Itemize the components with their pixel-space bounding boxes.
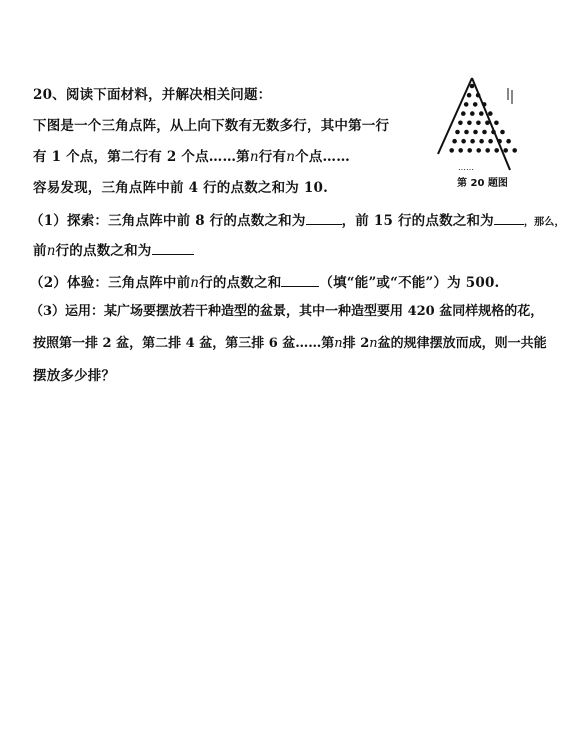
variable-n: n (334, 336, 343, 351)
dot (464, 130, 469, 135)
part-1-line-2-b: 行的点数之和为 (55, 243, 152, 259)
intro-line-2-part-b: 行有 (258, 149, 287, 165)
dot (482, 130, 487, 135)
intro-line-1: 下图是一个三角点阵，从上向下数有无数多行，其中第一行 (33, 118, 390, 134)
part-3-line-1: （3）运用：某广场要摆放若干种造型的盆景，其中一种造型要用 420 盆同样规格的花， (30, 304, 544, 319)
triangle-outline (438, 78, 510, 170)
part-1-line-1 (30, 211, 565, 232)
dot (467, 148, 472, 153)
question-title: 20、阅读下面材料，并解决相关问题： (33, 87, 272, 103)
dot (473, 130, 478, 135)
part-1-line-2 (33, 241, 194, 260)
variable-n: n (286, 149, 296, 165)
variable-n: n (190, 275, 200, 291)
dot (491, 130, 496, 135)
part-3-line-2-b: 排 2 (342, 336, 370, 351)
part-1-text-a: （1）探索：三角点阵中前 8 行的点数之和为 (30, 213, 306, 229)
dot (497, 139, 502, 144)
dot (479, 139, 484, 144)
dot (458, 121, 463, 126)
part-2-text-b: 行的点数之和 (199, 275, 282, 291)
dot (467, 93, 472, 98)
dot (467, 121, 472, 126)
dot (482, 102, 487, 107)
dot (461, 139, 466, 144)
part-2-text-c: （填“能”或“不能”）为 500. (319, 275, 500, 291)
figure-ellipsis: …… (458, 163, 474, 172)
dot (494, 121, 499, 126)
intro-line-2-part-c: 个点…… (295, 149, 350, 165)
variable-n: n (249, 149, 259, 165)
answer-blank-can-or-not[interactable] (281, 273, 319, 287)
variable-n: n (46, 243, 56, 259)
dot (512, 148, 517, 153)
dot (455, 130, 460, 135)
dot (485, 148, 490, 153)
answer-blank-n-rows[interactable] (152, 241, 194, 255)
dot (470, 139, 475, 144)
dot (506, 139, 511, 144)
part-3-line-3: 摆放多少排？ (33, 368, 116, 384)
dot (449, 148, 454, 153)
dot (500, 130, 505, 135)
intro-line-2 (33, 148, 350, 166)
dot (485, 121, 490, 126)
part-3-line-2-a: 按照第一排 2 盆，第二排 4 盆，第三排 6 盆……第 (33, 336, 335, 351)
figure-caption: 第 20 题图 (457, 178, 508, 189)
dot (470, 84, 475, 89)
dot (452, 139, 457, 144)
part-2-line (30, 273, 499, 292)
dot (476, 148, 481, 153)
variable-n: n (369, 336, 378, 351)
dot (470, 111, 475, 116)
dot (461, 111, 466, 116)
part-1-line-2-a: 前 (33, 243, 47, 259)
dot (464, 102, 469, 107)
part-1-text-b: ，前 15 行的点数之和为 (341, 213, 494, 229)
dot (488, 111, 493, 116)
part-3-line-2-c: 盆的规律摆放而成，则一共能 (377, 336, 547, 351)
part-3-line-2 (33, 335, 547, 353)
answer-blank-8-rows[interactable] (306, 211, 342, 225)
intro-line-3: 容易发现，三角点阵中前 4 行的点数之和为 10. (33, 180, 328, 196)
dot-group (449, 84, 517, 153)
answer-blank-15-rows[interactable] (494, 211, 524, 225)
dot (476, 121, 481, 126)
part-1-text-c: ，那么， (523, 217, 565, 228)
intro-line-2-part-a: 有 1 个点，第二行有 2 个点……第 (33, 149, 250, 165)
dot (458, 148, 463, 153)
dot (476, 93, 481, 98)
part-2-text-a: （2）体验：三角点阵中前 (30, 275, 191, 291)
dot (488, 139, 493, 144)
triangle-dot-array-figure (432, 74, 527, 186)
dot (503, 148, 508, 153)
dot (473, 102, 478, 107)
dot (494, 148, 499, 153)
dot (479, 111, 484, 116)
